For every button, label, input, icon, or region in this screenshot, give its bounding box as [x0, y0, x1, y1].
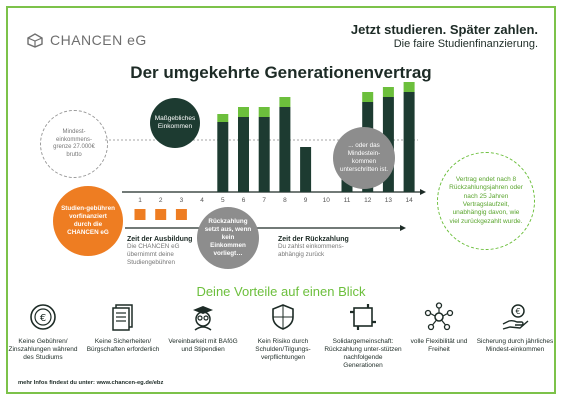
coin-circle-icon: [28, 302, 58, 332]
shield-icon: [268, 302, 298, 332]
timeline-arrow: [400, 225, 406, 231]
advantage-label: Solidargemeinschaft: Rückzahlung unter-stützen nachfolgende Generationen: [324, 338, 402, 370]
repayment-bar: [279, 97, 290, 107]
x-tick-label: 3: [179, 197, 184, 204]
phase-education-text: Die CHANCEN eG übernimmt deine Studiengebühren: [127, 243, 180, 266]
svg-text:€: €: [39, 313, 47, 324]
network-nodes-icon: [424, 302, 454, 332]
phase-repayment-title: Zeit der Rückzahlung: [278, 236, 349, 243]
repayment-paused-bubble: Rückzahlung setzt aus, wenn kein Einkommen vorliegt…: [197, 207, 259, 269]
x-tick-label: 9: [303, 197, 308, 204]
x-tick-label: 12: [364, 197, 372, 204]
phase-repayment-text: Du zahlst einkommens-abhängig zurück: [278, 243, 344, 258]
phase-education: [127, 236, 199, 267]
advantage-item: [476, 302, 554, 354]
x-tick-label: 11: [343, 197, 351, 204]
page-title: Der umgekehrte Generationenvertrag: [130, 63, 432, 82]
contract-end-bubble: Vertrag endet nach 8 Rückzahlungsjahren oder nach 25 Jahren Vertragslaufzeit, unabhängig davon, wie viel zurückgezahlt wurde.: [437, 152, 535, 250]
income-bar: [217, 122, 228, 192]
advantage-label: Sicherung durch jährliches Mindest-einkommen: [476, 338, 554, 354]
tagline-secondary: Die faire Studienfinanzierung.: [393, 38, 538, 50]
x-tick-label: 6: [241, 197, 246, 204]
prefinanced-bubble: Studien-gebühren vorfinanziert durch die CHANCEN eG: [53, 186, 123, 256]
x-tick-label: 14: [405, 197, 413, 204]
repayment-bar: [217, 114, 228, 122]
tagline-primary: Jetzt studieren. Später zahlen.: [350, 22, 538, 37]
brand-name: CHANCEN eG: [50, 32, 147, 48]
x-tick-label: 13: [384, 197, 393, 204]
x-tick-label: 1: [138, 197, 142, 204]
x-tick-label: 7: [262, 197, 267, 204]
advantage-label: Vereinbarkeit mit BAföG und Stipendien: [168, 338, 238, 354]
advantage-item: [244, 302, 322, 362]
hand-coin-icon: [500, 302, 530, 332]
education-marker: [155, 209, 166, 220]
x-axis-arrow: [420, 189, 426, 195]
below-minimum-bubble: ... oder das Mindestein-kommen unterschritten ist.: [333, 127, 395, 189]
advantage-label: volle Flexibilität und Freiheit: [410, 338, 468, 354]
income-bar: [404, 92, 415, 192]
advantage-label: Keine Gebühren/ Zinszahlungen während des Studiums: [8, 338, 78, 362]
repayment-bar: [259, 107, 270, 117]
advantage-item: [324, 302, 402, 371]
advantages-title: Deine Vorteile auf einen Blick: [196, 284, 366, 299]
education-marker: [176, 209, 187, 220]
x-tick-label: 10: [322, 197, 330, 204]
footer-info: mehr Infos findest du unter: www.chancen-eg.de/ebz: [18, 380, 164, 386]
advantage-label: Keine Sicherheiten/ Bürgschaften erforderlich: [86, 338, 160, 354]
repayment-bar: [238, 107, 249, 117]
phase-education-title: Zeit der Ausbildung: [127, 236, 193, 243]
x-tick-label: 5: [220, 197, 225, 204]
income-bar: [238, 117, 249, 192]
income-bar: [300, 147, 311, 192]
student-glasses-icon: [188, 302, 218, 332]
phase-repayment: [278, 236, 358, 259]
document-icon: [108, 302, 138, 332]
repayment-bar: [383, 87, 394, 97]
repayment-bar: [362, 92, 373, 102]
x-tick-label: 4: [200, 197, 204, 204]
relevant-income-bubble: Maßgebliches Einkommen: [150, 98, 200, 148]
x-tick-label: 2: [158, 197, 163, 204]
advantage-item: [4, 302, 82, 362]
threshold-bubble: Mindest-einkommens-grenze 27.000€ brutto: [40, 110, 108, 178]
svg-text:€: €: [515, 307, 521, 316]
advantage-item: [400, 302, 478, 354]
advantage-label: Kein Risiko durch Schulden/Tilgungs-verpflichtungen: [255, 338, 311, 362]
advantage-item: [84, 302, 162, 354]
income-bar: [279, 107, 290, 192]
x-tick-label: 8: [283, 197, 287, 204]
advantage-item: [164, 302, 242, 354]
education-marker: [135, 209, 146, 220]
solidarity-hands-icon: [348, 302, 378, 332]
income-bar: [259, 117, 270, 192]
repayment-bar: [404, 82, 415, 92]
